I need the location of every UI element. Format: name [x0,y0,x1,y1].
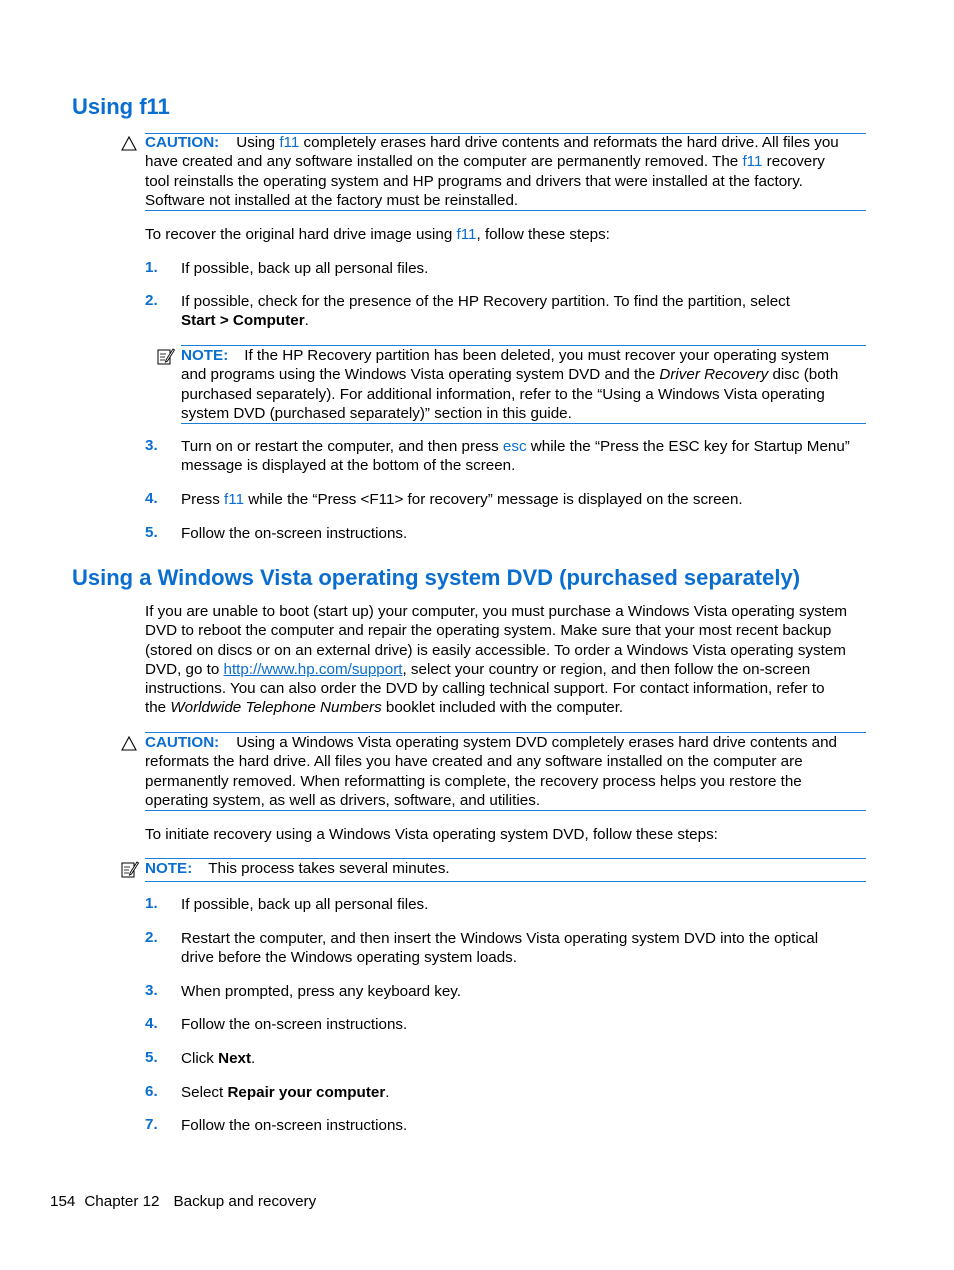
step-text: If possible, back up all personal files. [181,896,429,913]
caution-block: CAUTION: Using a Windows Vista operating system DVD completely erases hard drive contents and reformats the hard drive. All files you have created and any software installed on the computer are permanently removed. When reformatting is complete, the recovery process helps you restore the operating system, as well as drivers, software, and utilities. [145,734,838,809]
step-text: If possible, back up all personal files. [181,260,429,277]
step-number: 2. [145,292,158,309]
step-text: Press f11 while the “Press <F11> for recovery” message is displayed on the screen. [181,491,743,508]
note-pencil-icon [157,347,175,365]
vista-dvd-paragraph: If you are unable to boot (start up) your computer, you must purchase a Windows Vista operating system DVD to reboot the computer and repair the operating system. Make sure that your most recent backup (stored on discs or on an external drive) is easily accessible. To order a Windows Vista operating system DVD, go to http://www.hp.com/support, select your country or region, and then follow the on-screen instructions. You can also order the DVD by calling technical support. For contact information, refer to the Worldwide Telephone Numbers booklet included with the computer. [145,603,848,717]
footer-chapter: Chapter 12 [84,1193,160,1210]
f11-key: f11 [456,226,477,243]
footer-title: Backup and recovery [173,1193,317,1210]
step-text: Follow the on-screen instructions. [181,525,408,542]
step-number: 3. [145,437,158,454]
step-text: When prompted, press any keyboard key. [181,983,461,1000]
step-number: 6. [145,1083,158,1100]
intro-text: To initiate recovery using a Windows Vista operating system DVD, follow these steps: [145,826,718,843]
step-number: 2. [145,929,158,946]
step-text: Follow the on-screen instructions. [181,1016,408,1033]
step-text: Click Next. [181,1050,256,1067]
step-text: If possible, check for the presence of the HP Recovery partition. To find the partition, select Start > Computer. [181,293,790,330]
step-number: 7. [145,1116,158,1133]
step-number: 4. [145,1015,158,1032]
esc-key: esc [502,438,527,455]
note-pencil-icon [121,860,139,878]
note-block: NOTE: This process takes several minutes. [145,860,450,877]
f11-key: f11 [224,491,245,508]
caution-label: CAUTION: [145,734,220,751]
section-title-using-f11: Using f11 [72,94,170,119]
step-number: 1. [145,895,158,912]
page-footer [50,1193,316,1210]
page-number: 154 [50,1193,76,1210]
step-text: Turn on or restart the computer, and then press esc while the “Press the ESC key for Startup Menu” message is displayed at the bottom of the screen. [181,438,850,475]
f11-key: f11 [742,153,763,171]
note-block: NOTE: If the HP Recovery partition has been deleted, you must recover your operating system and programs using the Windows Vista operating system DVD and the Driver Recovery disc (both purchased separately). For additional information, refer to the “Using a Windows Vista operating system DVD (purchased separately)” section in this guide. [181,347,839,422]
note-bottom-rule [181,423,866,424]
caution-triangle-icon [121,136,137,151]
caution-triangle-icon [121,736,137,751]
step-number: 1. [145,259,158,276]
step-number: 5. [145,524,158,541]
hp-support-link[interactable]: http://www.hp.com/support [223,660,403,678]
step-text: Restart the computer, and then insert the Windows Vista operating system DVD into the optical drive before the Windows operating system loads. [181,930,819,967]
caution-bottom-rule [145,210,866,211]
note-label: NOTE: [181,347,229,364]
caution-label: CAUTION: [145,134,220,151]
step-text: Select Repair your computer. [181,1084,390,1101]
caution-bottom-rule [145,810,866,811]
step-number: 4. [145,490,158,507]
step-text: Follow the on-screen instructions. [181,1117,408,1134]
step-number: 3. [145,982,158,999]
note-bottom-rule [145,881,866,882]
note-label: NOTE: [145,860,193,877]
section-title-vista-dvd: Using a Windows Vista operating system DVD (purchased separately) [72,565,801,590]
step-number: 5. [145,1049,158,1066]
f11-key: f11 [279,134,300,151]
intro-text: To recover the original hard drive image using f11, follow these steps: [145,226,610,243]
caution-block: CAUTION: Using f11 completely erases hard drive contents and reformats the hard drive. All files you have created and any software installed on the computer are permanently removed. The f11 recovery tool reinstalls the operating system and HP programs and drivers that were installed at the factory. Software not installed at the factory must be reinstalled. [145,134,839,209]
